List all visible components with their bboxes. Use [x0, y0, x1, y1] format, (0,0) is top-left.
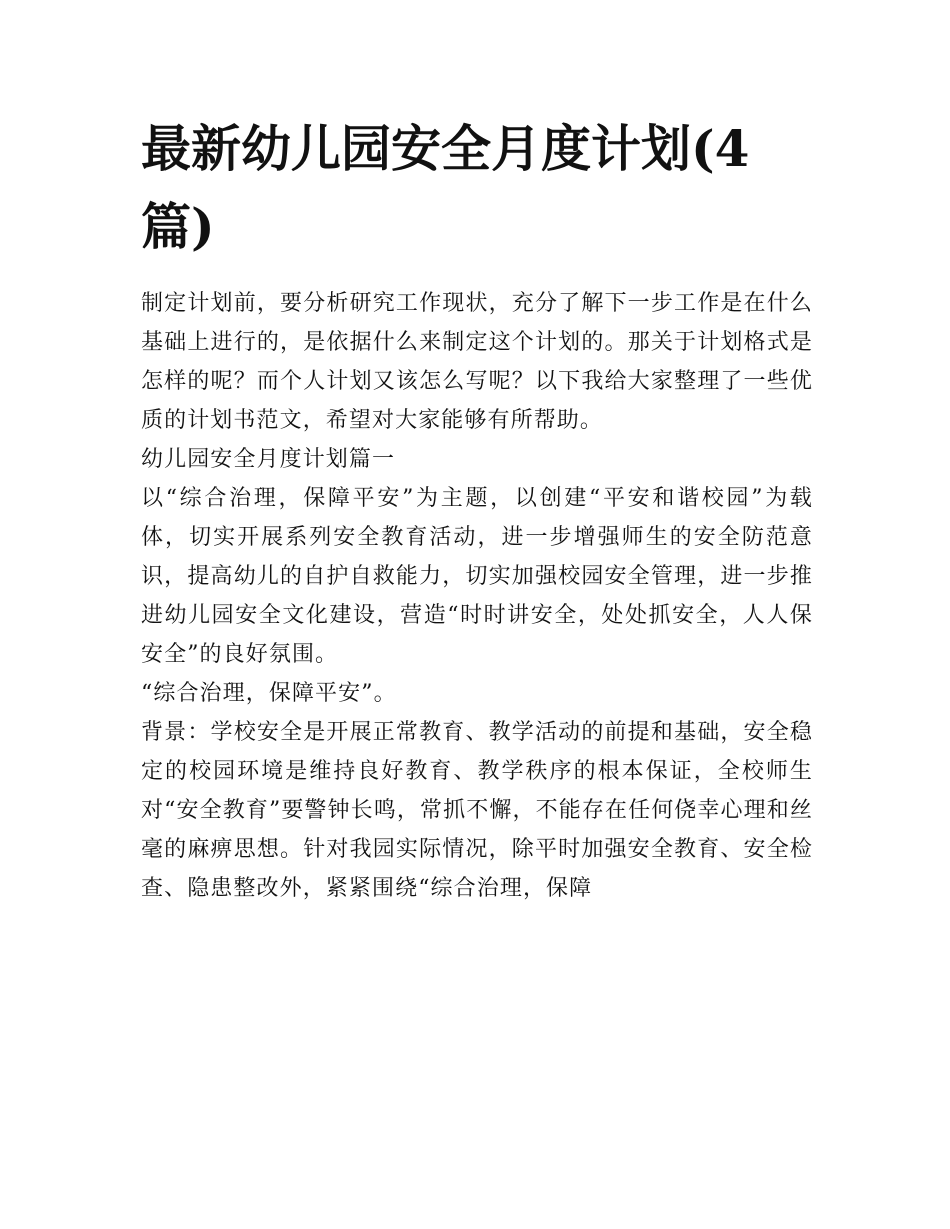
slogan-paragraph: “综合治理，保障平安”。: [141, 681, 397, 706]
theme-paragraph: 以“综合治理，保障平安”为主题，以创建“平安和谐校园”为载体，切实开展系列安全教育活动，进一步增强师生的安全防范意识，提高幼儿的自护自救能力，切实加强校园安全管理，进一步推进幼儿园安全文化建设，营造“时时讲安全，处处抓安全，人人保安全”的良好氛围。: [141, 486, 813, 667]
document-page: [141, 110, 813, 908]
section-heading: 幼儿园安全月度计划篇一: [141, 447, 396, 472]
intro-paragraph: 制定计划前，要分析研究工作现状，充分了解下一步工作是在什么基础上进行的，是依据什么来制定这个计划的。那关于计划格式是怎样的呢？而个人计划又该怎么写呢？以下我给大家整理了一些优质的计划书范文，希望对大家能够有所帮助。: [141, 291, 813, 433]
background-paragraph: 背景：学校安全是开展正常教育、教学活动的前提和基础，安全稳定的校园环境是维持良好教育、教学秩序的根本保证，全校师生对“安全教育”要警钟长鸣，常抓不懈，不能存在任何侥幸心理和丝毫的麻痹思想。针对我园实际情况，除平时加强安全教育、安全检查、隐患整改外，紧紧围绕“综合治理，保障: [141, 720, 813, 901]
document-body: [141, 284, 813, 908]
document-title: 最新幼儿园安全月度计划(4篇): [141, 119, 750, 256]
